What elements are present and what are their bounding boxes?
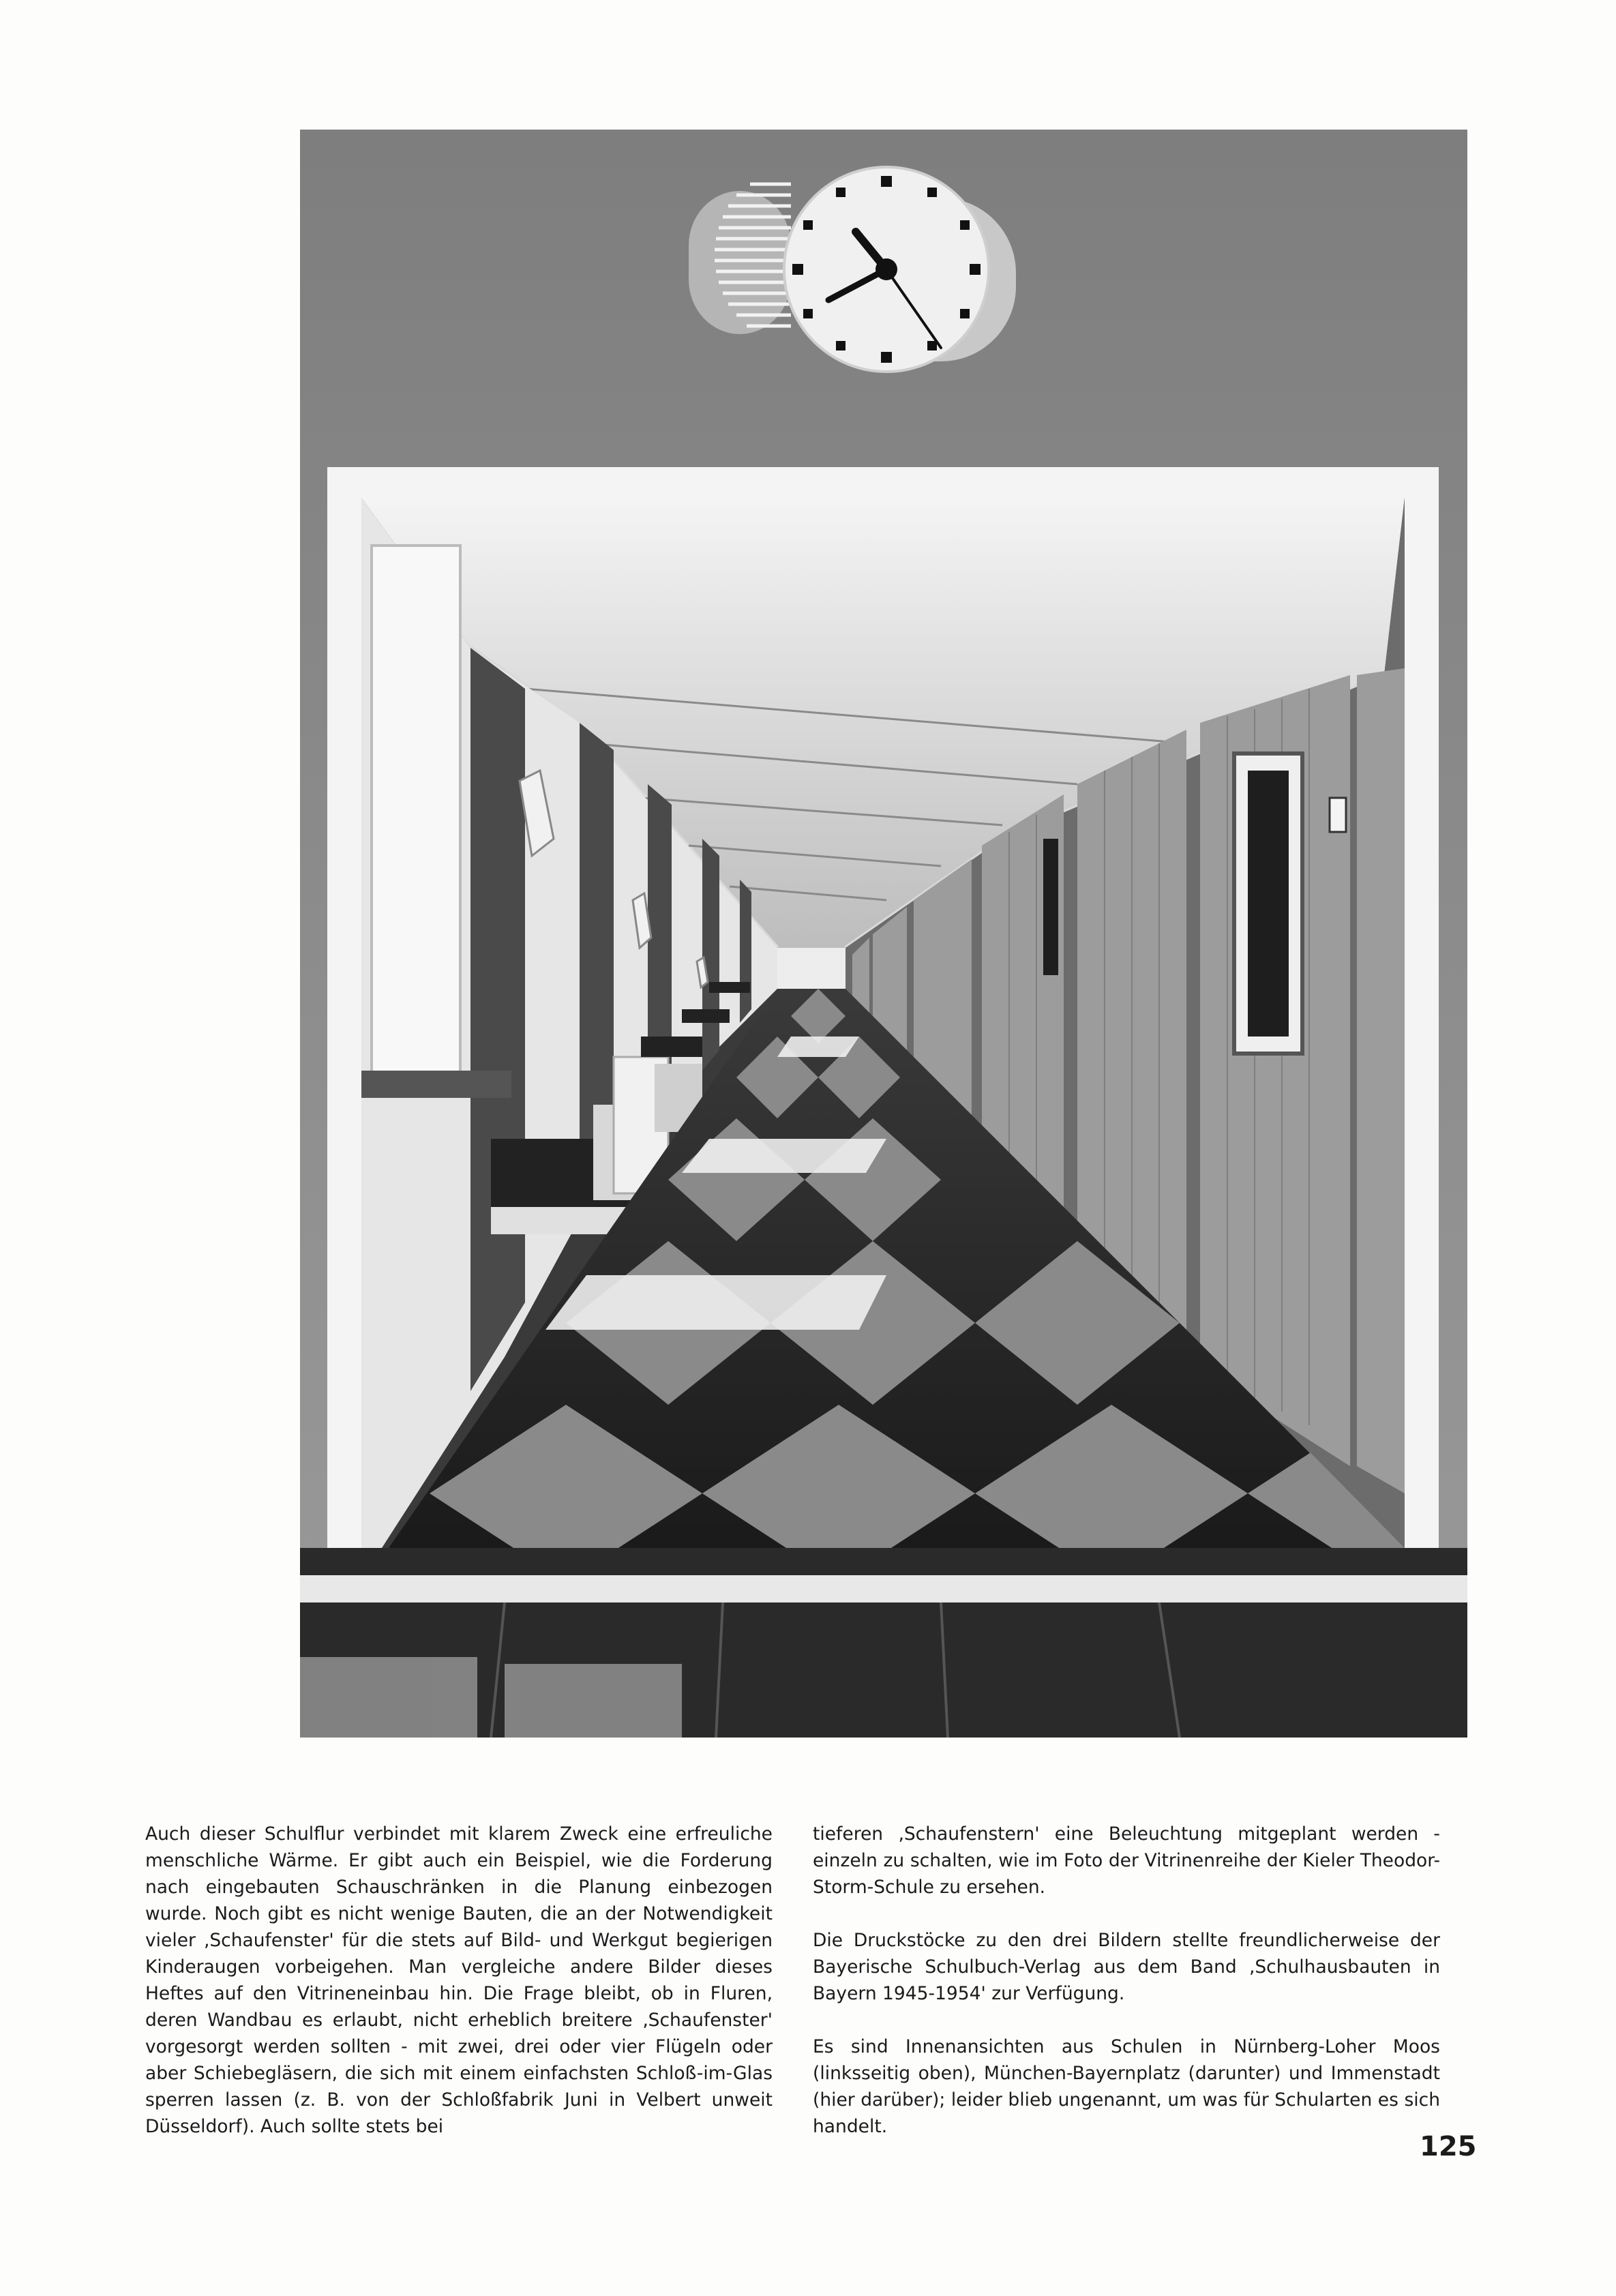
body-paragraph: Auch dieser Schulflur verbindet mit klarem Zweck eine erfreuliche menschliche Wärme. Er gibt auch ein Beispiel, wie die Forderung nach eingebauten Schauschränken in die Planung einbezogen wurde. Noch gibt es nicht wenige Bauten, die an der Notwendigkeit vieler ‚Schaufenster' für die stets auf Bild- und Werkgut begierigen Kinderaugen vorbeigehen. Man vergleiche andere Bilder dieses Heftes auf den Vitrineneinbau hin. Die Frage bleibt, ob in Fluren, deren Wandbau es erlaubt, nicht erheblich breitere ‚Schaufenster' vorgesorgt werden sollten - mit zwei, drei oder vier Flügeln oder aber Schiebegläsern, die sich mit einem einfachsten Schloß-im-Glas sperren lassen (z. B. von der Schloßfabrik Juni in Velbert unweit Düsseldorf). Auch sollte stets bei	[145, 1823, 773, 2137]
window	[372, 546, 460, 1084]
text-column-right	[813, 1821, 1440, 2140]
threshold	[300, 1575, 1467, 1602]
corridor-illustration	[300, 130, 1467, 1738]
body-paragraph: tieferen ‚Schaufenstern' eine Beleuchtung mitgeplant werden - einzeln zu schalten, wie im Foto der Vitrinenreihe der Kieler Theodor-Storm-Schule zu ersehen.	[813, 1823, 1440, 1898]
body-paragraph: Es sind Innenansichten aus Schulen in Nürnberg-Loher Moos (linksseitig oben), München-Bayernplatz (darunter) und Immenstadt (hier darüber); leider blieb ungenannt, um was für Schularten es sich handelt.	[813, 2036, 1440, 2137]
page-number: 125	[1420, 2131, 1477, 2162]
corridor-photograph	[300, 130, 1467, 1738]
body-paragraph: Die Druckstöcke zu den drei Bildern stellte freundlicherweise der Bayerische Schulbuch-Verlag aus dem Band ‚Schulhausbauten in Bayern 1945-1954' zur Verfügung.	[813, 1930, 1440, 2004]
text-column-left	[145, 1821, 773, 2140]
